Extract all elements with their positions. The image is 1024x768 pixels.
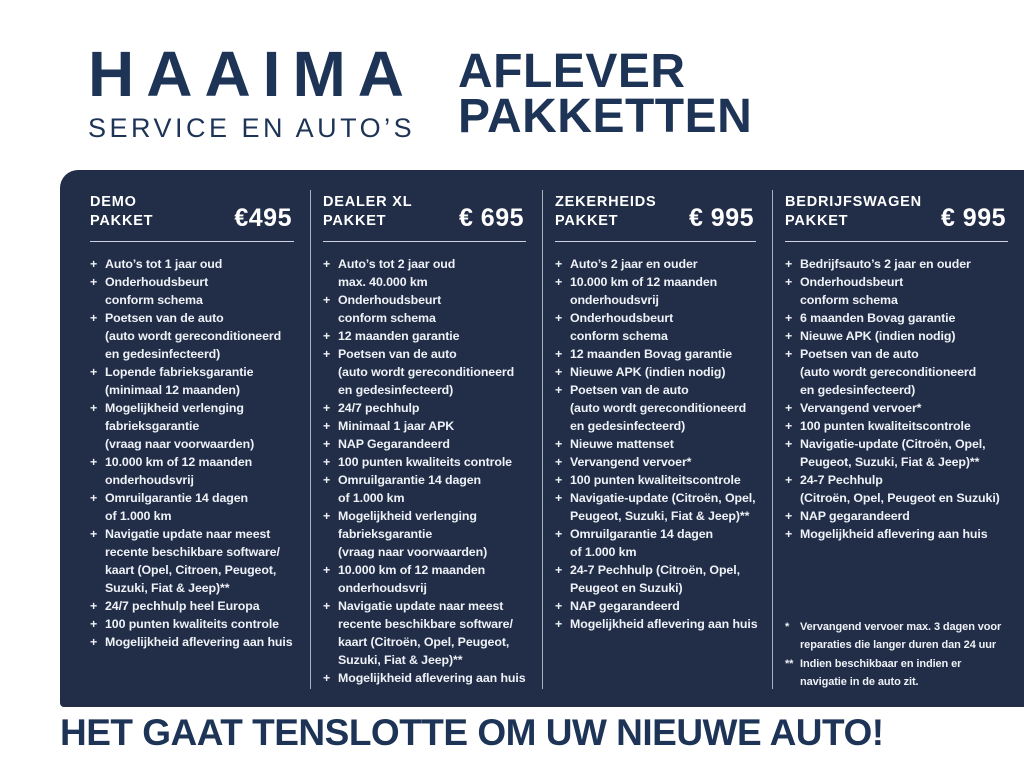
package-item-text: Auto’s tot 2 jaar oud max. 40.000 km (338, 257, 456, 290)
package-name (90, 193, 153, 231)
plus-bullet: + (785, 329, 793, 344)
header-rule (323, 241, 526, 242)
package-item (555, 309, 762, 345)
package-item-text: Mogelijkheid aflevering aan huis (338, 671, 526, 686)
plus-bullet: + (555, 311, 563, 326)
package-item-text: Nieuwe APK (indien nodig) (800, 329, 956, 344)
package-item-text: Navigatie update naar meest recente beschikbare software/ kaart (Opel, Citroen, Peugeot, Suzuki, Fiat & Jeep)** (105, 527, 280, 596)
package-item-text: NAP Gegarandeerd (338, 437, 450, 452)
footnote-text: Indien beschikbaar en indien er navigatie in de auto zit. (800, 658, 962, 688)
package-name-line1: DEMO (90, 194, 137, 210)
plus-bullet: + (785, 509, 793, 524)
package-name (555, 193, 656, 231)
plus-bullet: + (785, 401, 793, 416)
plus-bullet: + (555, 599, 563, 614)
package-item-text: Poetsen van de auto (auto wordt gereconditioneerd en gedesinfecteerd) (800, 347, 977, 398)
package-item (90, 525, 300, 597)
package-item-text: 6 maanden Bovag garantie (800, 311, 956, 326)
package-column-zekerheids (542, 170, 772, 707)
package-item-text: 10.000 km of 12 maanden onderhoudsvrij (338, 563, 486, 596)
package-item-text: 24-7 Pechhulp (Citroën, Opel, Peugeot en Suzuki) (570, 563, 740, 596)
package-item-text: 24/7 pechhulp (338, 401, 420, 416)
plus-bullet: + (90, 365, 98, 380)
package-item-text: Auto’s tot 1 jaar oud (105, 257, 223, 272)
plus-bullet: + (90, 617, 98, 632)
plus-bullet: + (555, 455, 563, 470)
plus-bullet: + (555, 257, 563, 272)
package-name-line2: PAKKET (555, 213, 619, 230)
package-item (323, 669, 532, 687)
package-item (555, 381, 762, 435)
plus-bullet: + (555, 473, 563, 488)
plus-bullet: + (323, 599, 331, 614)
plus-bullet: + (785, 311, 793, 326)
package-header (323, 193, 532, 231)
plus-bullet: + (555, 491, 563, 506)
package-name-line2: PAKKET (90, 213, 154, 230)
package-item-text: Mogelijkheid aflevering aan huis (105, 635, 293, 650)
package-name-line2: PAKKET (323, 213, 387, 230)
plus-bullet: + (555, 383, 563, 398)
package-price: €495 (234, 204, 292, 232)
package-item (785, 507, 1014, 525)
package-item-text: Navigatie-update (Citroën, Opel, Peugeot, Suzuki, Fiat & Jeep)** (800, 437, 986, 470)
package-item (785, 273, 1014, 309)
page-title-line2: PAKKETTEN (458, 89, 753, 143)
package-item (785, 255, 1014, 273)
package-item-text: Onderhoudsbeurt conform schema (570, 311, 674, 344)
package-item-text: Nieuwe mattenset (570, 437, 674, 452)
package-item (323, 561, 532, 597)
packages-panel (60, 170, 1024, 707)
page-title (458, 45, 753, 143)
package-item (555, 471, 762, 489)
plus-bullet: + (785, 275, 793, 290)
header-rule (90, 241, 294, 242)
plus-bullet: + (785, 347, 793, 362)
plus-bullet: + (90, 311, 98, 326)
package-item (323, 435, 532, 453)
package-item (323, 453, 532, 471)
package-header (90, 193, 300, 231)
plus-bullet: + (323, 347, 331, 362)
package-item-text: Navigatie update naar meest recente beschikbare software/ kaart (Citroën, Opel, Peugeot, Suzuki, Fiat & Jeep)** (338, 599, 513, 668)
plus-bullet: + (555, 275, 563, 290)
plus-bullet: + (90, 491, 98, 506)
brand-tagline: SERVICE EN AUTO’S (88, 113, 416, 143)
plus-bullet: + (785, 419, 793, 434)
package-item (323, 471, 532, 507)
plus-bullet: + (555, 527, 563, 542)
package-item (555, 525, 762, 561)
package-item (323, 417, 532, 435)
package-price: € 695 (458, 204, 524, 232)
page-title-line1: AFLEVER (458, 45, 686, 98)
package-name (323, 193, 412, 231)
package-item-text: NAP gegarandeerd (570, 599, 680, 614)
package-item (90, 363, 300, 399)
package-item-text: 100 punten kwaliteits controle (338, 455, 512, 470)
package-item (555, 273, 762, 309)
plus-bullet: + (323, 437, 331, 452)
package-item-text: Omruilgarantie 14 dagen of 1.000 km (105, 491, 248, 524)
package-item (323, 291, 532, 327)
package-item-text: 24-7 Pechhulp (Citroën, Opel, Peugeot en Suzuki) (800, 473, 1000, 506)
package-item-text: Bedrijfsauto’s 2 jaar en ouder (800, 257, 971, 272)
package-column-bedrijfswagen (772, 170, 1024, 707)
footnote-text: Vervangend vervoer max. 3 dagen voor reparaties die langer duren dan 24 uur (800, 621, 1002, 651)
plus-bullet: + (555, 563, 563, 578)
package-item (323, 255, 532, 291)
package-item-text: Poetsen van de auto (auto wordt gereconditioneerd en gedesinfecteerd) (105, 311, 282, 362)
package-item (90, 453, 300, 489)
plus-bullet: + (90, 635, 98, 650)
plus-bullet: + (555, 347, 563, 362)
plus-bullet: + (90, 257, 98, 272)
plus-bullet: + (785, 437, 793, 452)
plus-bullet: + (90, 455, 98, 470)
package-item-text: 100 punten kwaliteits controle (105, 617, 279, 632)
footnote (785, 656, 1014, 691)
package-item (785, 309, 1014, 327)
package-item (90, 615, 300, 633)
plus-bullet: + (555, 437, 563, 452)
package-item (555, 453, 762, 471)
package-item-text: Poetsen van de auto (auto wordt gereconditioneerd en gedesinfecteerd) (570, 383, 747, 434)
package-item-text: 12 maanden Bovag garantie (570, 347, 733, 362)
plus-bullet: + (90, 401, 98, 416)
package-item (323, 399, 532, 417)
package-name-line2: PAKKET (785, 213, 849, 230)
plus-bullet: + (323, 293, 331, 308)
header-rule (555, 241, 756, 242)
plus-bullet: + (323, 257, 331, 272)
package-item-text: Lopende fabrieksgarantie (minimaal 12 maanden) (105, 365, 254, 398)
package-item-text: Onderhoudsbeurt conform schema (338, 293, 442, 326)
package-item (90, 309, 300, 363)
footnote-marker: * (785, 621, 790, 634)
package-item (785, 345, 1014, 399)
package-item-text: Vervangend vervoer* (570, 455, 692, 470)
package-item-text: Mogelijkheid verlenging fabrieksgarantie (vraag naar voorwaarden) (105, 401, 255, 452)
package-item (555, 489, 762, 525)
package-item-list (555, 255, 762, 633)
plus-bullet: + (555, 617, 563, 632)
package-item (90, 633, 300, 651)
package-item (785, 327, 1014, 345)
plus-bullet: + (90, 527, 98, 542)
package-item-list (785, 255, 1014, 543)
package-item-text: Auto’s 2 jaar en ouder (570, 257, 698, 272)
package-item-text: 100 punten kwaliteitscontrole (570, 473, 741, 488)
brand-name: HAAIMA (88, 38, 416, 110)
package-item (785, 525, 1014, 543)
plus-bullet: + (323, 473, 331, 488)
package-item (90, 273, 300, 309)
package-item (785, 399, 1014, 417)
package-item (90, 399, 300, 453)
footnote-marker: ** (785, 658, 794, 671)
package-item-text: Mogelijkheid verlenging fabrieksgarantie (vraag naar voorwaarden) (338, 509, 488, 560)
package-item (555, 435, 762, 453)
header-rule (785, 241, 1008, 242)
package-item-list (323, 255, 532, 687)
package-item-text: Onderhoudsbeurt conform schema (105, 275, 209, 308)
plus-bullet: + (323, 671, 331, 686)
package-item-text: 10.000 km of 12 maanden onderhoudsvrij (105, 455, 253, 488)
package-price: € 995 (688, 204, 754, 232)
package-header (555, 193, 762, 231)
package-item (555, 597, 762, 615)
package-item (555, 345, 762, 363)
package-item-text: 100 punten kwaliteitscontrole (800, 419, 971, 434)
plus-bullet: + (785, 257, 793, 272)
plus-bullet: + (785, 473, 793, 488)
plus-bullet: + (323, 509, 331, 524)
package-item-text: Onderhoudsbeurt conform schema (800, 275, 904, 308)
package-item-text: Vervangend vervoer* (800, 401, 922, 416)
package-item (90, 489, 300, 525)
plus-bullet: + (90, 599, 98, 614)
package-item-list (90, 255, 300, 651)
package-item-text: Navigatie-update (Citroën, Opel, Peugeot, Suzuki, Fiat & Jeep)** (570, 491, 756, 524)
plus-bullet: + (555, 365, 563, 380)
package-name-line1: DEALER XL (323, 194, 413, 210)
brand-logo (88, 38, 416, 144)
package-item (785, 417, 1014, 435)
footnotes (785, 619, 1014, 691)
package-item (785, 435, 1014, 471)
package-item (555, 615, 762, 633)
package-item-text: NAP gegarandeerd (800, 509, 910, 524)
package-item (323, 507, 532, 561)
plus-bullet: + (785, 527, 793, 542)
package-item-text: Omruilgarantie 14 dagen of 1.000 km (338, 473, 481, 506)
package-item-text: 24/7 pechhulp heel Europa (105, 599, 260, 614)
package-item (555, 255, 762, 273)
package-item-text: 10.000 km of 12 maanden onderhoudsvrij (570, 275, 718, 308)
package-item-text: Nieuwe APK (indien nodig) (570, 365, 726, 380)
package-item (323, 597, 532, 669)
package-item (90, 597, 300, 615)
package-price: € 995 (940, 204, 1006, 232)
plus-bullet: + (90, 275, 98, 290)
footnote (785, 619, 1014, 654)
package-item (323, 327, 532, 345)
package-item-text: Mogelijkheid aflevering aan huis (800, 527, 988, 542)
package-item (555, 561, 762, 597)
package-column-dealer-xl (310, 170, 542, 707)
package-item-text: Minimaal 1 jaar APK (338, 419, 455, 434)
package-name-line1: BEDRIJFSWAGEN (785, 194, 922, 210)
package-item-text: Poetsen van de auto (auto wordt gereconditioneerd en gedesinfecteerd) (338, 347, 515, 398)
plus-bullet: + (323, 455, 331, 470)
plus-bullet: + (323, 329, 331, 344)
package-item-text: Omruilgarantie 14 dagen of 1.000 km (570, 527, 713, 560)
plus-bullet: + (323, 563, 331, 578)
package-item (785, 471, 1014, 507)
package-name (785, 193, 922, 231)
package-item (555, 363, 762, 381)
package-name-line1: ZEKERHEIDS (555, 194, 657, 210)
package-item (90, 255, 300, 273)
package-item-text: Mogelijkheid aflevering aan huis (570, 617, 758, 632)
package-column-demo (60, 170, 310, 707)
plus-bullet: + (323, 401, 331, 416)
plus-bullet: + (323, 419, 331, 434)
footer-tagline: HET GAAT TENSLOTTE OM UW NIEUWE AUTO! (60, 712, 884, 753)
package-header (785, 193, 1014, 231)
package-item (323, 345, 532, 399)
package-item-text: 12 maanden garantie (338, 329, 460, 344)
